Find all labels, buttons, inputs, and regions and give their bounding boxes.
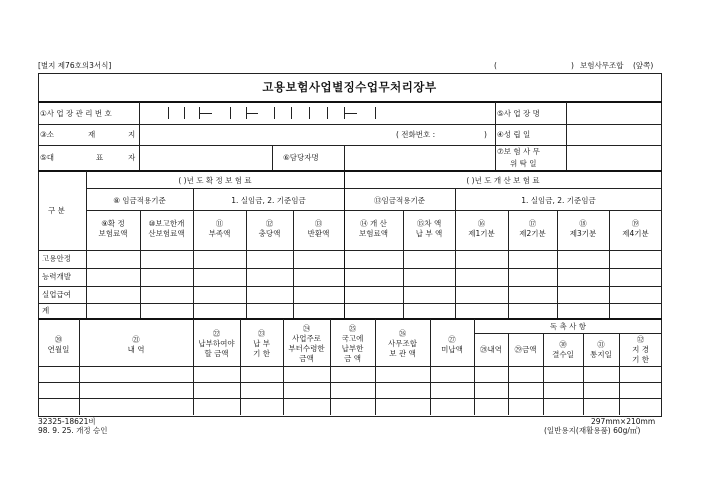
representative-label-b: 표 <box>96 153 104 162</box>
gubun-label: 구 분 <box>48 206 65 215</box>
address-label-a: ③소 <box>40 130 54 139</box>
lower-col <box>430 319 431 415</box>
col-paid-treasury: ㉕ 국고에 납부한 금 액 <box>341 324 364 364</box>
entrust-date-label-1: ⑦보 험 사 무 <box>497 147 540 156</box>
col-dun-notice: ㉛ 통지일 <box>590 340 612 360</box>
info-line <box>38 145 662 146</box>
upper-line <box>38 318 662 320</box>
established-date-label: ④성 립 일 <box>497 130 531 139</box>
col-q4: ⑲ 제4기분 <box>622 219 649 239</box>
wage-option-confirmed: 1. 실임금, 2. 기준임금 <box>231 196 306 205</box>
address-label-c: 지 <box>128 130 136 139</box>
entrust-date-label-2: 위 탁 일 <box>510 159 537 168</box>
col-shortfall: ⑪ 부족액 <box>208 219 231 239</box>
approval-note: 98. 9. 25. 개정 승인 <box>38 426 108 435</box>
col-due-date: ㉓ 납 부 기 한 <box>253 329 270 359</box>
row-unemployment-benefit: 실업급여 <box>42 290 71 299</box>
col-dun-amount: ㉙금액 <box>514 345 537 354</box>
manager-label: ⑥담당자명 <box>283 153 319 162</box>
business-name-label: ⑤사 업 장 명 <box>497 109 540 118</box>
info-divider <box>566 102 567 170</box>
col-q3: ⑱ 제3기분 <box>569 219 597 239</box>
col-confirmed-premium: ⑨확 정 보험료액 <box>98 219 128 239</box>
upper-line <box>86 210 662 211</box>
col-difference-paid: ⑮차 액 납 부 액 <box>415 219 443 239</box>
confirmed-premium-heading: ( )년 도 확 정 보 험 료 <box>178 176 252 185</box>
col-office-held: ㉖ 사무조합 보 관 액 <box>388 329 417 359</box>
col-amount-due: ㉒ 납부하여야 할 금액 <box>198 329 235 359</box>
form-code: 32325-18621비 <box>38 417 96 426</box>
col-q1: ⑯ 제1기분 <box>468 219 495 239</box>
info-line <box>38 124 662 125</box>
office-paren-open: ( <box>494 61 497 70</box>
representative-label-a: ⑤대 <box>40 153 54 162</box>
upper-col <box>455 188 456 318</box>
info-divider <box>272 146 273 170</box>
dunning-heading: 독 촉 사 항 <box>549 322 587 331</box>
estimated-premium-heading: ( )년 도 개 산 보 험 료 <box>466 176 540 185</box>
lower-col <box>79 319 80 415</box>
paper-size: 297mm×210mm <box>591 417 656 426</box>
paper-type: (일반용지(재활용품) 60g/㎡) <box>544 426 641 435</box>
lower-line <box>474 333 662 334</box>
page-side: (앞쪽) <box>633 61 654 70</box>
wage-basis-confirmed: ⑧ 임금적용기준 <box>113 196 166 205</box>
col-dun-deadline: ㉜ 지 경 기 한 <box>632 335 649 365</box>
upper-col <box>193 188 194 318</box>
info-divider <box>495 102 496 170</box>
col-dun-details: ㉘내역 <box>480 345 502 354</box>
col-appropriation: ⑫ 충당액 <box>258 219 281 239</box>
wage-basis-estimated: ⑬임금적용기준 <box>374 196 425 205</box>
col-received: ㉔ 사업주로 부터수령한 금액 <box>288 324 325 364</box>
col-refund: ⑬ 반환액 <box>307 219 330 239</box>
upper-col <box>344 171 345 318</box>
upper-line <box>38 303 662 304</box>
upper-line <box>38 286 662 287</box>
phone-label: ( 전화번호 : <box>396 130 436 139</box>
lower-line <box>38 398 662 399</box>
mgmt-number-boxes[interactable] <box>139 102 495 124</box>
upper-col <box>86 171 87 318</box>
lower-line <box>38 382 662 383</box>
row-total: 계 <box>42 306 50 315</box>
phone-close: ) <box>484 130 487 139</box>
office-label: 보험사무조합 <box>580 61 624 70</box>
row-employment-stability: 고용안정 <box>42 254 71 263</box>
upper-line <box>38 268 662 269</box>
col-details: ㉑ 내 역 <box>127 335 145 355</box>
page-title: 고용보험사업별징수업무처리장부 <box>262 80 437 94</box>
office-paren-close: ) <box>571 61 574 70</box>
lower-col <box>474 319 475 415</box>
upper-line <box>38 250 662 251</box>
address-label-b: 재 <box>88 130 96 139</box>
form-number: [별지 제76호의3서식] <box>38 61 112 70</box>
col-estimated-premium: ⑭ 개 산 보험료액 <box>359 219 388 239</box>
row-skill-development: 능력개발 <box>42 272 71 281</box>
lower-line <box>38 366 662 367</box>
col-dun-decision: ㉚ 결수일 <box>552 340 574 360</box>
col-q2: ⑰ 제2기분 <box>519 219 546 239</box>
upper-line <box>86 188 662 189</box>
wage-option-estimated: 1. 실임금, 2. 기준임금 <box>521 196 596 205</box>
col-date: ⑳ 연월일 <box>47 335 70 355</box>
col-reported-premium: ⑩보고한개 산보험료액 <box>148 219 185 239</box>
mgmt-number-label: ①사 업 장 관 리 번 호 <box>40 109 112 118</box>
representative-label-c: 자 <box>128 153 136 162</box>
info-line <box>38 170 662 172</box>
info-divider <box>344 146 345 170</box>
col-unpaid: ㉗ 미납액 <box>441 335 463 355</box>
